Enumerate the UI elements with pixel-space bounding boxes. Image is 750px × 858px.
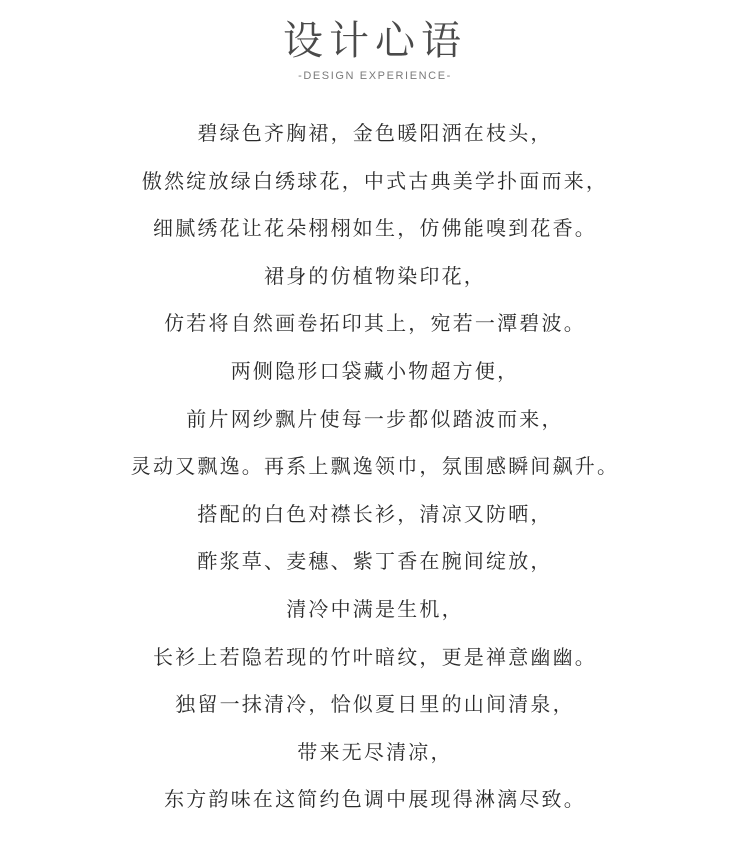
- text-line: 细腻绣花让花朵栩栩如生，仿佛能嗅到花香。: [153, 216, 597, 241]
- text-line: 前片网纱飘片使每一步都似踏波而来，: [186, 406, 564, 431]
- text-line: 两侧隐形口袋藏小物超方便，: [230, 358, 520, 383]
- text-line: 碧绿色齐胸裙，金色暖阳洒在枝头，: [197, 121, 553, 145]
- text-line: 带来无尽清凉，: [297, 739, 453, 764]
- text-line: 长衫上若隐若现的竹叶暗纹，更是禅意幽幽。: [153, 644, 597, 669]
- section-subtitle: -DESIGN EXPERIENCE-: [298, 70, 452, 82]
- text-line: 搭配的白色对襟长衫，清凉又防晒，: [197, 501, 553, 526]
- text-line: 灵动又飘逸。再系上飘逸领巾，氛围感瞬间飙升。: [130, 454, 620, 479]
- text-line: 裙身的仿植物染印花，: [264, 263, 486, 288]
- text-line: 独留一抹清冷，恰似夏日里的山间清泉，: [175, 692, 575, 717]
- text-line: 东方韵味在这简约色调中展现得淋漓尽致。: [164, 787, 586, 812]
- text-line: 仿若将自然画卷拓印其上，宛若一潭碧波。: [164, 311, 586, 336]
- section-title: 设计心语: [283, 18, 467, 64]
- text-line: 酢浆草、麦穗、紫丁香在腕间绽放，: [197, 549, 553, 574]
- text-line: 清冷中满是生机，: [286, 596, 464, 621]
- description-text-block: [0, 118, 750, 832]
- text-line: 傲然绽放绿白绣球花，中式古典美学扑面而来，: [141, 168, 609, 193]
